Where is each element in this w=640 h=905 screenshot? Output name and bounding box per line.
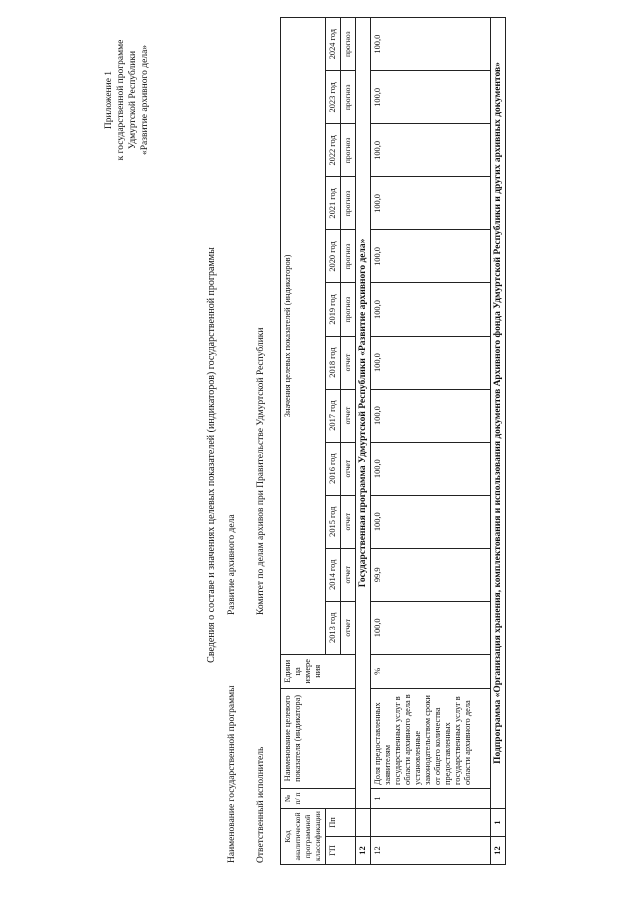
appendix-line-2: к государственной программе bbox=[116, 39, 126, 161]
subprogram-title: Подпрограмма «Организация хранения, комплектования и использования документов Архивного фонда Удмуртской Республики и других архивных документов» bbox=[491, 18, 506, 809]
status-cell: прогноз bbox=[341, 230, 356, 283]
indicator-num: 1 bbox=[371, 788, 491, 808]
indicator-pp-empty bbox=[371, 808, 491, 836]
year-cell: 2023 год bbox=[326, 71, 341, 124]
value-cell: 100,0 bbox=[371, 389, 491, 442]
year-cell: 2018 год bbox=[326, 336, 341, 389]
year-cell: 2020 год bbox=[326, 230, 341, 283]
gp-title: Государственная программа Удмуртской Республики «Развитие архивного дела» bbox=[356, 18, 371, 809]
indicator-row bbox=[371, 18, 491, 865]
year-cell: 2022 год bbox=[326, 124, 341, 177]
status-cell: прогноз bbox=[341, 71, 356, 124]
header-code: Код аналитической программной классификации bbox=[281, 808, 326, 864]
year-cell: 2015 год bbox=[326, 495, 341, 548]
status-cell: отчет bbox=[341, 601, 356, 654]
status-cell: отчет bbox=[341, 336, 356, 389]
value-cell: 100,0 bbox=[371, 71, 491, 124]
value-cell: 100,0 bbox=[371, 495, 491, 548]
program-name-value: Развитие архивного дела bbox=[227, 514, 237, 615]
value-cell: 100,0 bbox=[371, 230, 491, 283]
header-row-1 bbox=[281, 18, 326, 865]
value-cell: 100,0 bbox=[371, 18, 491, 71]
value-cell: 100,0 bbox=[371, 283, 491, 336]
indicator-unit: % bbox=[371, 654, 491, 688]
appendix-line-3: Удмуртской Республики bbox=[128, 50, 138, 150]
appendix-line-4: «Развитие архивного дела» bbox=[140, 44, 150, 156]
status-cell: отчет bbox=[341, 548, 356, 601]
header-values: Значения целевых показателей (индикаторов) bbox=[281, 18, 326, 655]
gp-code: 12 bbox=[356, 836, 371, 864]
gp-row bbox=[356, 18, 371, 865]
status-cell: отчет bbox=[341, 442, 356, 495]
status-cell: прогноз bbox=[341, 177, 356, 230]
header-num: № п/ п bbox=[281, 788, 356, 808]
header-gp: ГП bbox=[326, 836, 356, 864]
subprogram-row bbox=[491, 18, 506, 865]
document-title: Сведения о составе и значениях целевых показателей (индикаторов) государственной программы bbox=[206, 247, 217, 663]
pp-code-empty bbox=[356, 808, 371, 836]
header-unit: Едини ца измере ния bbox=[281, 654, 356, 688]
executor-value: Комитет по делам архивов при Правительстве Удмуртской Республики bbox=[256, 327, 266, 615]
indicator-name: Доля предоставленных заявителям государственных услуг в области архивного дела в установленные законодательством сроки от общего количества предоставленных государственных услуг в области архивного дела bbox=[371, 688, 491, 788]
program-name-label: Наименование государственной программы bbox=[227, 685, 237, 863]
status-cell: прогноз bbox=[341, 18, 356, 71]
value-cell: 100,0 bbox=[371, 177, 491, 230]
status-cell: отчет bbox=[341, 389, 356, 442]
header-pp: Пп bbox=[326, 808, 356, 836]
header-indicator-name: Наименование целевого показателя (индикатора) bbox=[281, 688, 356, 788]
value-cell: 100,0 bbox=[371, 336, 491, 389]
year-cell: 2013 год bbox=[326, 601, 341, 654]
year-cell: 2019 год bbox=[326, 283, 341, 336]
status-cell: прогноз bbox=[341, 283, 356, 336]
appendix-line-1: Приложение 1 bbox=[104, 70, 114, 130]
year-cell: 2024 год bbox=[326, 18, 341, 71]
year-cell: 2021 год bbox=[326, 177, 341, 230]
value-cell: 100,0 bbox=[371, 124, 491, 177]
sub-gp: 12 bbox=[491, 836, 506, 864]
status-cell: прогноз bbox=[341, 124, 356, 177]
indicators-table bbox=[280, 17, 506, 865]
year-cell: 2016 год bbox=[326, 442, 341, 495]
sub-pp: 1 bbox=[491, 808, 506, 836]
value-cell: 100,0 bbox=[371, 442, 491, 495]
appendix-note bbox=[103, 15, 151, 185]
value-cell: 100,0 bbox=[371, 601, 491, 654]
year-cell: 2014 год bbox=[326, 548, 341, 601]
year-cell: 2017 год bbox=[326, 389, 341, 442]
status-cell: отчет bbox=[341, 495, 356, 548]
indicator-gp: 12 bbox=[371, 836, 491, 864]
executor-label: Ответственный исполнитель bbox=[256, 746, 266, 863]
value-cell: 99,9 bbox=[371, 548, 491, 601]
